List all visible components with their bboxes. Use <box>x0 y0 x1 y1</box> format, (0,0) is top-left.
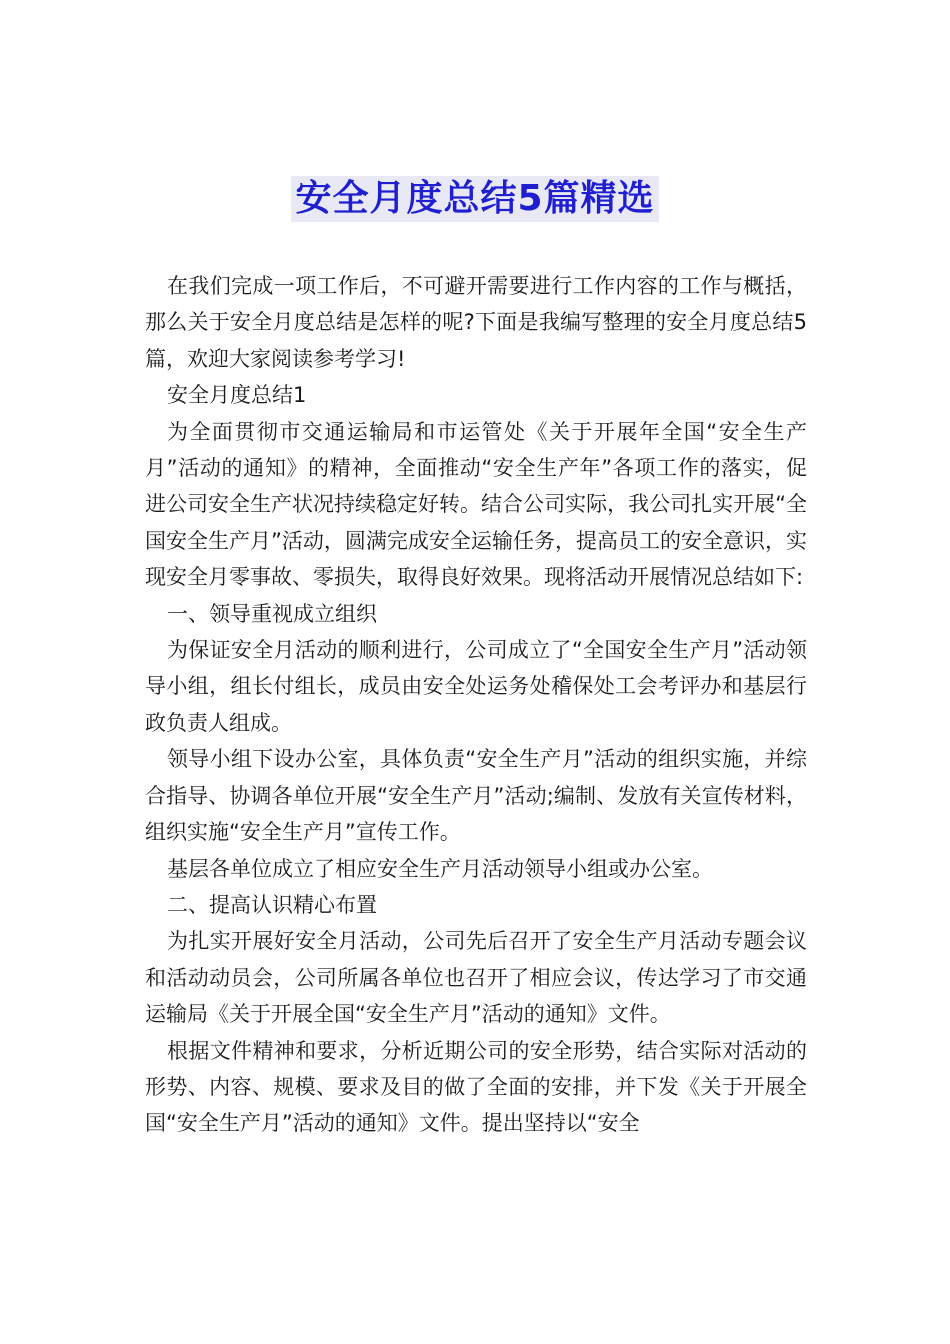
paragraph: 为保证安全月活动的顺利进行，公司成立了“全国安全生产月”活动领导小组，组长付组长，成员由安全处运务处稽保处工会考评办和基层行政负责人组成。 <box>145 638 807 735</box>
paragraph: 根据文件精神和要求，分析近期公司的安全形势，结合实际对活动的形势、内容、规模、要求及目的做了全面的安排，并下发《关于开展全国“安全生产月”活动的通知》文件。提出坚持以“安全 <box>145 1038 807 1136</box>
section-heading: 一、领导重视成立组织 <box>167 601 377 626</box>
section-heading-1: 安全月度总结1 <box>167 383 307 408</box>
paragraph: 为扎实开展好安全月活动，公司先后召开了安全生产月活动专题会议和活动动员会，公司所属各单位也召开了相应会议，传达学习了市交通运输局《关于开展全国“安全生产月”活动的通知》文件。 <box>145 929 807 1027</box>
title-wrap <box>0 176 950 222</box>
paragraph: 领导小组下设办公室，具体负责“安全生产月”活动的组织实施，并综合指导、协调各单位开展“安全生产月”活动;编制、发放有关宣传材料，组织实施“安全生产月”宣传工作。 <box>145 747 807 845</box>
paragraph-intro: 在我们完成一项工作后，不可避开需要进行工作内容的工作与概括，那么关于安全月度总结是怎样的呢?下面是我编写整理的安全月度总结5篇，欢迎大家阅读参考学习! <box>145 274 807 371</box>
section-heading: 二、提高认识精心布置 <box>167 892 377 917</box>
paragraph: 基层各单位成立了相应安全生产月活动领导小组或办公室。 <box>167 856 713 881</box>
paragraph: 为全面贯彻市交通运输局和市运管处《关于开展年全国“安全生产月”活动的通知》的精神，全面推动“安全生产年”各项工作的落实，促进公司安全生产状况持续稳定好转。结合公司实际，我公司扎实开展“全国安全生产月”活动，圆满完成安全运输任务，提高员工的安全意识，实现安全月零事故、零损失，取得良好效果。现将活动开展情况总结如下: <box>145 419 807 590</box>
document-body <box>145 268 807 1142</box>
document-title: 安全月度总结5篇精选 <box>291 176 658 222</box>
